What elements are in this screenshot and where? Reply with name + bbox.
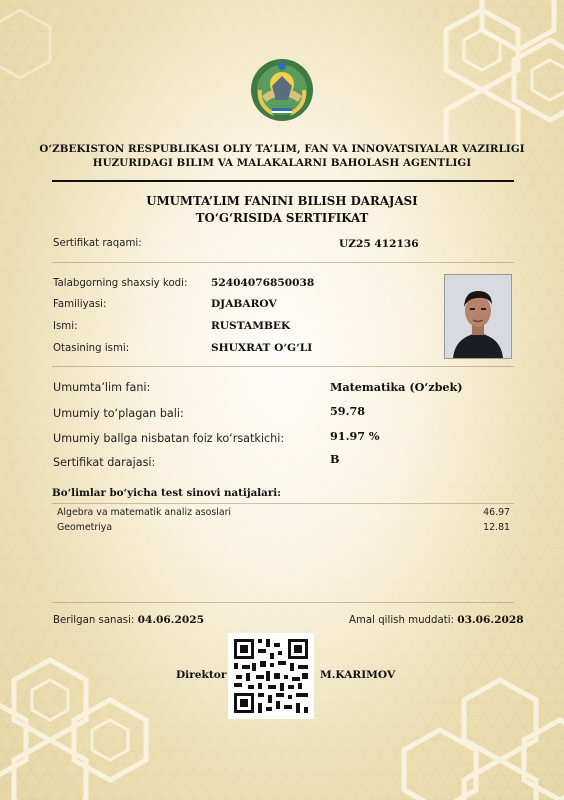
section-results-title: Bo‘limlar bo‘yicha test sinovi natijalari: <box>52 487 281 499</box>
certificate-number-label: Sertifikat raqami: <box>53 238 142 249</box>
state-emblem-icon <box>248 56 316 124</box>
agency-line-1: O‘ZBEKISTON RESPUBLIKASI OLIY TA’LIM, FAN VA INNOVATSIYALAR VAZIRLIGI <box>39 143 525 155</box>
percent-label: Umumiy ballga nisbatan foiz ko‘rsatkichi: <box>53 432 285 445</box>
validity-date-label: Amal qilish muddati: <box>349 615 454 626</box>
total-score-label: Umumiy to‘plagan bali: <box>53 407 184 420</box>
certificate-number: UZ25 412136 <box>339 238 419 250</box>
director-name: M.KARIMOV <box>320 669 396 681</box>
level-label: Sertifikat darajasi: <box>53 456 156 469</box>
section-name: Algebra va matematik analiz asoslari <box>57 507 232 518</box>
applicant-photo <box>444 274 512 359</box>
name-label: Ismi: <box>53 321 78 332</box>
section-score: 46.97 <box>483 507 510 518</box>
patronymic-label: Otasining ismi: <box>53 343 130 354</box>
qr-code-icon <box>228 633 314 719</box>
patronymic: SHUXRAT O‘G‘LI <box>211 342 313 354</box>
ornament-top-left <box>0 0 110 110</box>
validity-date-value: 03.06.2028 <box>457 614 524 626</box>
section-name: Geometriya <box>57 522 113 533</box>
personal-id-label: Talabgorning shaxsiy kodi: <box>53 278 188 289</box>
subject: Matematika (O‘zbek) <box>330 380 463 394</box>
agency-line-2: HUZURIDAGI BILIM VA MALAKALARNI BAHOLASH AGENTLIGI <box>92 157 472 169</box>
divider <box>52 366 514 367</box>
validity-date <box>349 614 524 626</box>
ornament-bottom-left <box>0 620 170 800</box>
ornament-bottom-right <box>400 640 564 800</box>
divider <box>52 503 514 504</box>
percent: 91.97 % <box>330 429 380 443</box>
issue-date-label: Berilgan sanasi: <box>53 615 135 626</box>
subject-label: Umumta’lim fani: <box>53 381 151 394</box>
section-score: 12.81 <box>483 522 510 533</box>
director-label: Direktor <box>176 669 227 681</box>
surname-label: Familiyasi: <box>53 299 107 310</box>
issue-date <box>53 614 204 626</box>
divider <box>52 602 514 603</box>
surname: DJABAROV <box>211 298 277 310</box>
certificate-level: B <box>330 452 340 466</box>
header-divider <box>52 180 514 182</box>
certificate-title-line-2: TO‘G‘RISIDA SERTIFIKAT <box>195 211 369 225</box>
personal-id: 52404076850038 <box>211 277 315 289</box>
divider <box>52 262 514 263</box>
certificate-title-line-1: UMUMTA’LIM FANINI BILISH DARAJASI <box>146 194 418 208</box>
first-name: RUSTAMBEK <box>211 320 291 332</box>
total-score: 59.78 <box>330 404 366 418</box>
ornament-top-right <box>400 0 564 150</box>
issue-date-value: 04.06.2025 <box>137 614 204 626</box>
